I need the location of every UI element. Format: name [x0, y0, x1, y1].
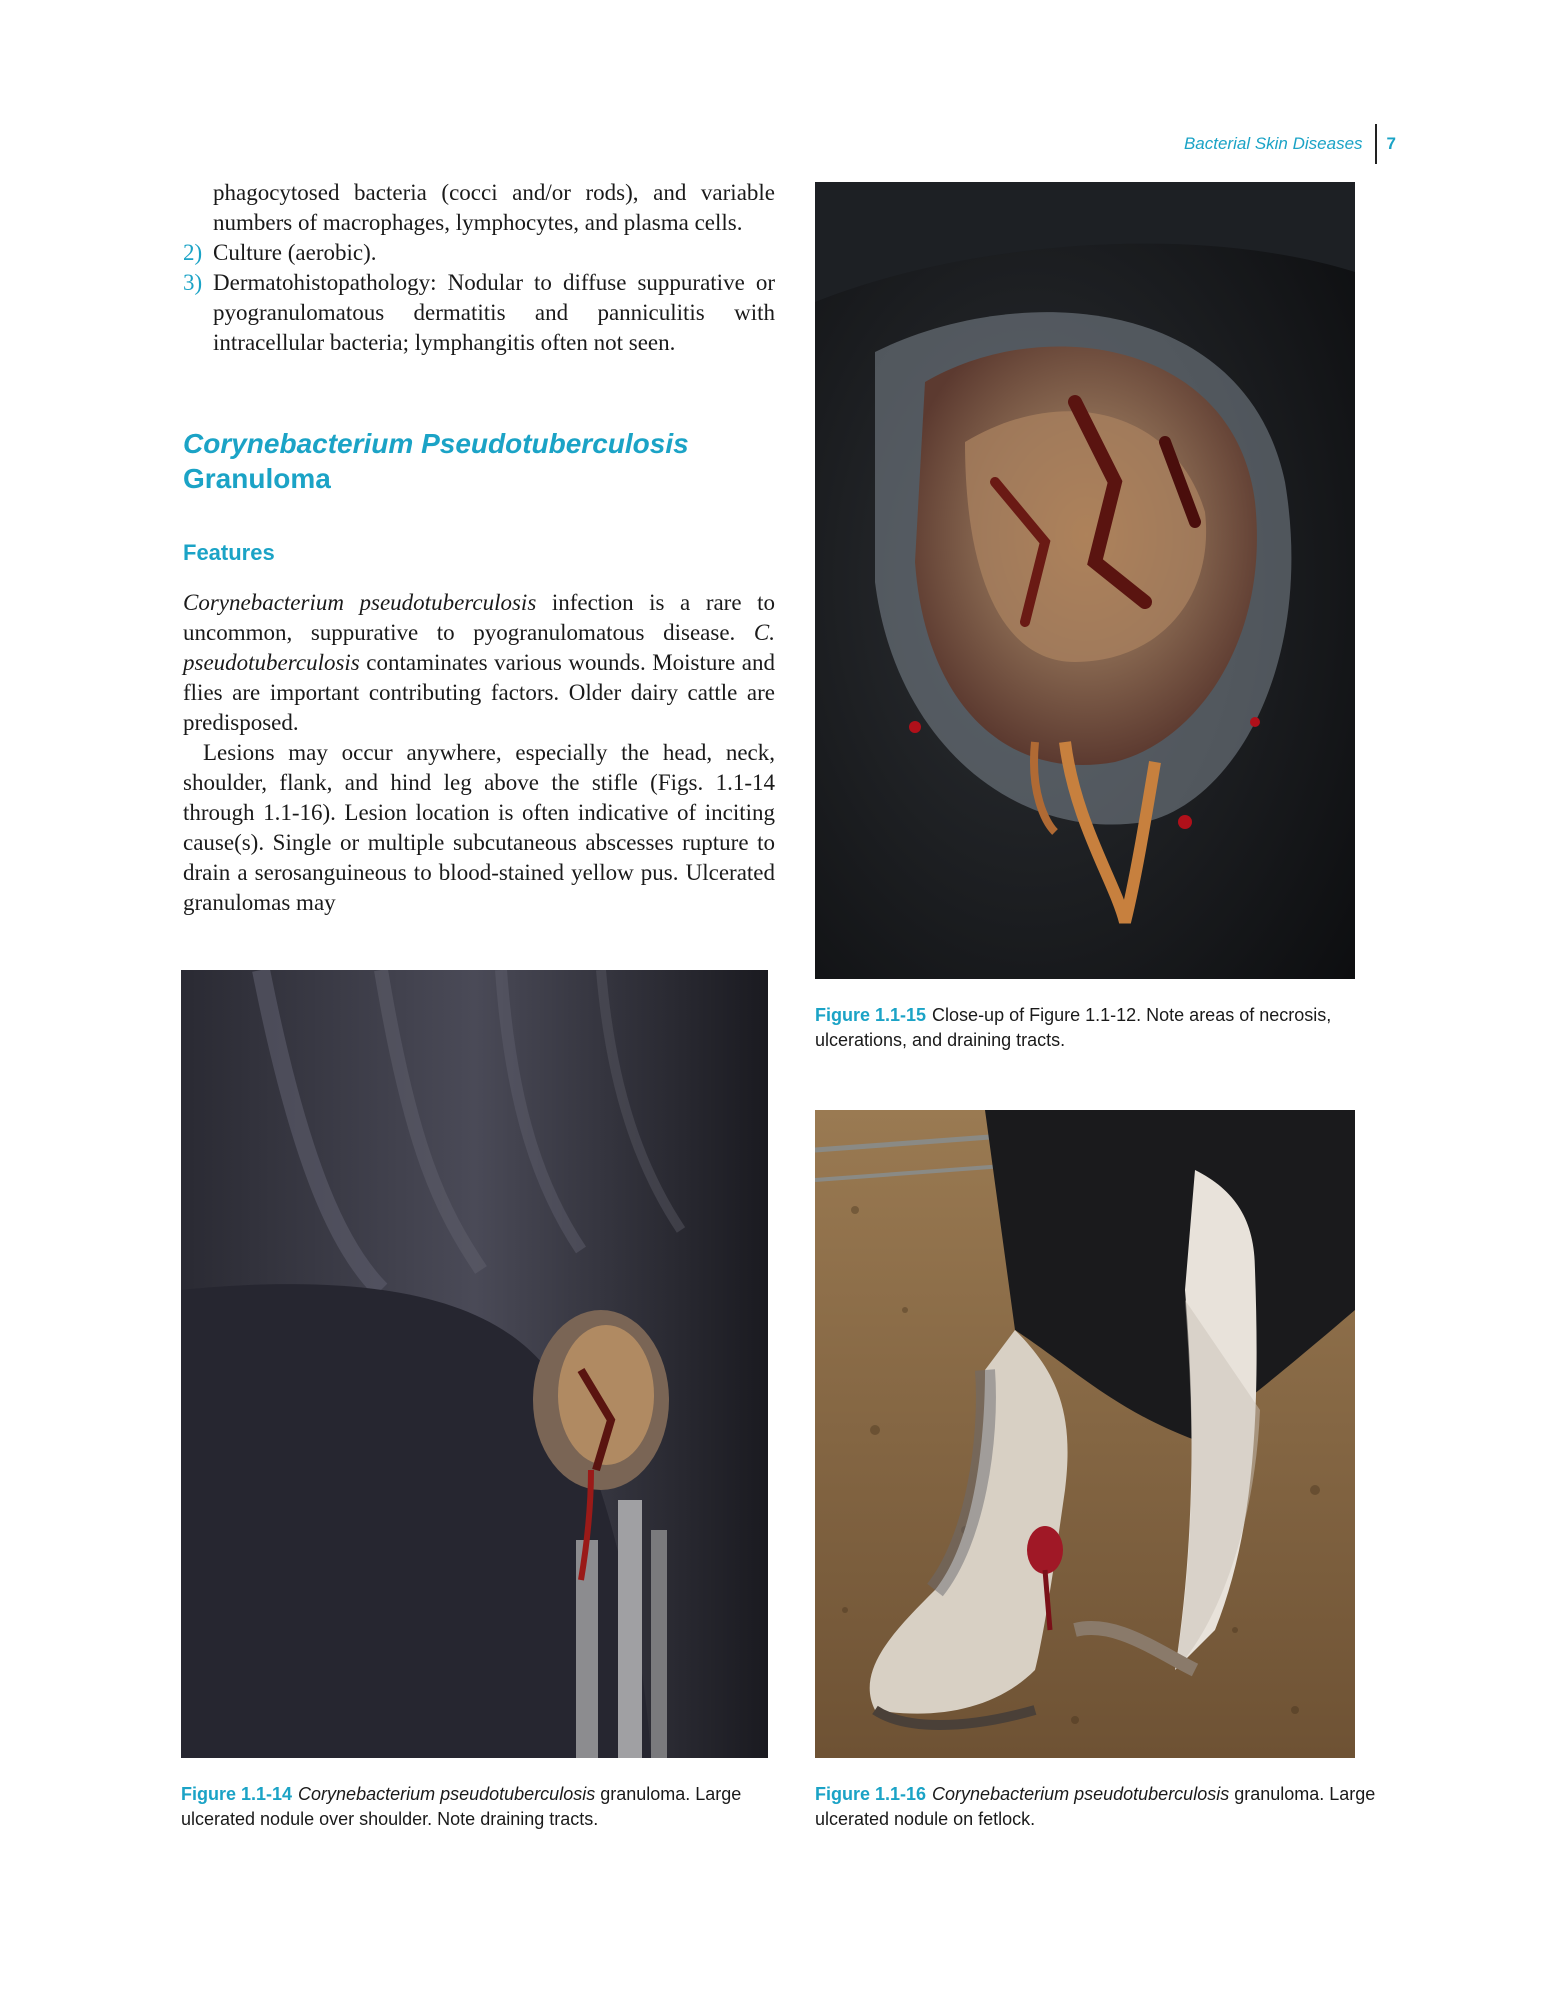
caption-text: Close-up of Figure 1.1-12. Note areas of necrosis, ulcerations, and draining tracts. [815, 1005, 1332, 1050]
page-number: 7 [1386, 134, 1396, 153]
features-paragraph-1 [183, 588, 775, 738]
list-item-number: 2) [183, 240, 203, 265]
section-title [183, 426, 775, 496]
figure-1-1-15-caption [815, 1003, 1375, 1053]
figure-label: Figure 1.1-16 [815, 1784, 927, 1804]
left-text-column [183, 178, 775, 918]
figure-1-1-14-photo [181, 970, 768, 1758]
figure-1-1-16-photo [815, 1110, 1355, 1758]
continued-paragraph: phagocytosed bacteria (cocci and/or rods), and variable numbers of macrophages, lymphocytes, and plasma cells. [213, 180, 775, 235]
organism-name: Corynebacterium pseudotuberculosis [183, 590, 537, 615]
caption-text: granuloma. Large ulcerated nodule on fetlock. [815, 1784, 1376, 1829]
caption-text: granuloma. Large ulcerated nodule over shoulder. Note draining tracts. [181, 1784, 742, 1829]
figure-1-1-15-photo [815, 182, 1355, 979]
paragraph-text: infection is a rare to uncommon, suppurative to pyogranulomatous disease. [183, 590, 776, 645]
running-head [1184, 124, 1396, 164]
section-title-plain: Granuloma [183, 463, 331, 494]
figure-1-1-14-caption [181, 1782, 781, 1832]
figure-label: Figure 1.1-14 [181, 1784, 293, 1804]
list-item-text: Culture (aerobic). [213, 240, 377, 265]
list-item-text: Dermatohistopathology: Nodular to diffuse suppurative or pyogranulomatous dermatitis and panniculitis with intracellular bacteria; lymphangitis often not seen. [213, 270, 775, 355]
subheading-features: Features [183, 540, 275, 565]
list-item-number: 3) [183, 270, 203, 295]
paragraph-text: contaminates various wounds. Moisture and flies are important contributing factors. Older dairy cattle are predisposed. [183, 650, 775, 735]
section-title-italic: Corynebacterium Pseudotuberculosis [183, 428, 689, 459]
running-head-section: Bacterial Skin Diseases [1183, 134, 1363, 153]
caption-organism: Corynebacterium pseudotuberculosis [932, 1784, 1230, 1804]
figure-label: Figure 1.1-15 [815, 1005, 927, 1025]
organism-abbrev: C. pseudotuberculosis [183, 620, 775, 675]
list-item [183, 238, 775, 268]
numbered-list [183, 238, 775, 358]
list-item [183, 268, 775, 358]
figure-1-1-16-caption [815, 1782, 1395, 1832]
caption-organism: Corynebacterium pseudotuberculosis [298, 1784, 596, 1804]
features-paragraph-2: Lesions may occur anywhere, especially the head, neck, shoulder, flank, and hind leg above the stifle (Figs. 1.1-14 through 1.1-16). Lesion location is often indicative of inciting cause(s). Single or multiple subcutaneous abscesses rupture to drain a serosanguineous to blood-stained yellow pus. Ulcerated granulomas may [183, 740, 775, 915]
